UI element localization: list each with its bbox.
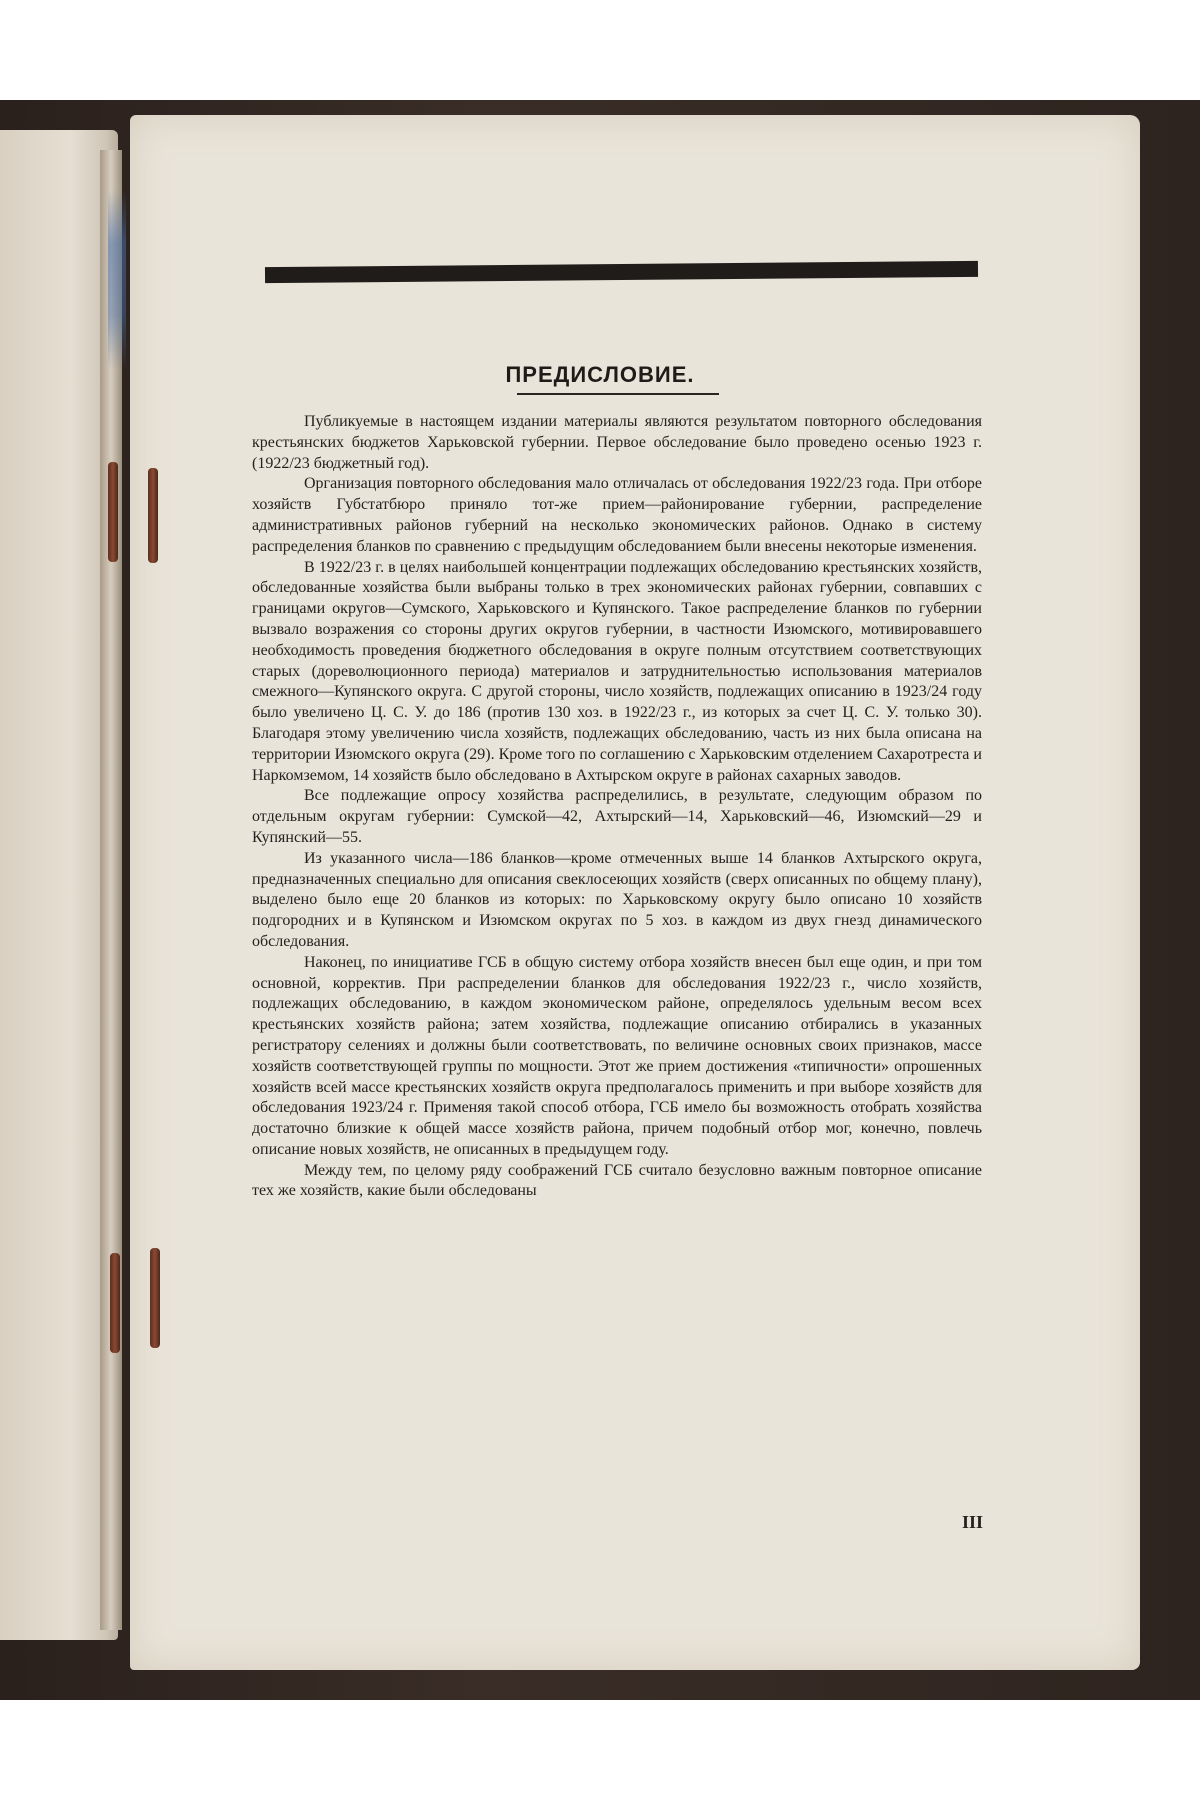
paragraph-5: Из указанного числа—186 бланков—кроме отмеченных выше 14 бланков Ахтырского округа, предназначенных специально для описания свеклосеющих хозяйств (сверх описанных по общему плану), выделено было еще 20 бланков из которых: по Харьковскому округу было описано 10 хозяйств подгородних и в Купянском и Изюмском округах по 5 хоз. в каждом из двух гнезд динамического обследования. [252,849,982,950]
title-underline [517,393,719,395]
spine-stain [108,190,126,370]
page-number: III [962,1512,984,1532]
paragraph-7: Между тем, по целому ряду соображений ГСБ считало безусловно важным повторное описание тех же хозяйств, какие были обследованы [252,1161,982,1200]
paragraph-3: В 1922/23 г. в целях наибольшей концентрации подлежащих обследованию крестьянских хозяйств, обследованные хозяйства были выбраны только в трех экономических районах губернии, совпавших с границами округов—Сумского, Харьковского и Купянского. Такое распределение бланков по губернии вызвало возражения со стороны других округов губернии, в частности Изюмского, мотивировавшего необходимость проведения бюджетного обследования в округе полным отсутствием соответствующих старых (дореволюционного периода) материалов и затруднительностью использования материалов смежного—Купянского округа. С другой стороны, число хозяйств, подлежащих описанию в 1923/24 году было увеличено Ц. С. У. до 186 (против 130 хоз. в 1922/23 г., из которых за счет Ц. С. У. только 30). Благодаря этому увеличению числа хозяйств, подлежащих обследованию, часть из них была описана на территории Изюмского округа (29). Кроме того по соглашению с Харьковским отделением Сахаротреста и Наркомземом, 14 хозяйств было обследовано в Ахтырском округе в районах сахарных заводов. [252,558,982,784]
page-title: ПРЕДИСЛОВИЕ. [505,362,695,387]
body-text [252,412,982,1492]
staple-right-top [148,468,158,563]
paragraph-4: Все подлежащие опросу хозяйства распределились, в результате, следующим образом по отдельным округам губернии: Сумской—42, Ахтырский—14, Харьковский—46, Изюмский—29 и Купянский—55. [252,787,982,846]
staple-left-bottom [110,1253,120,1353]
staple-right-bottom [150,1248,160,1348]
paragraph-2: Организация повторного обследования мало отличалась от обследования 1922/23 года. При отборе хозяйств Губстатбюро приняло тот-же прием—районирование губернии, распределение административных районов губерний на несколько экономических районов. Однако в систему распределения бланков по сравнению с предыдущим обследованием были внесены некоторые изменения. [252,475,982,555]
paragraph-1: Публикуемые в настоящем издании материалы являются результатом повторного обследования крестьянских бюджетов Харьковской губернии. Первое обследование было проведено осенью 1923 г. (1922/23 бюджетный год). [252,413,982,472]
paragraph-6: Наконец, по инициативе ГСБ в общую систему отбора хозяйств внесен был еще один, и при том основной, корректив. При распределении бланков для обследования 1922/23 г., число хозяйств, подлежащих обследованию, в каждом экономическом районе, определялось удельным весом всех крестьянских хозяйств района; затем хозяйства, подлежащие описанию отбирались в указанных регистратору селениях и должны были соответствовать, по величине основных своих признаков, массе хозяйств соответствующей группы по мощности. Этот же прием достижения «типичности» опрошенных хозяйств всей массе крестьянских хозяйств округа предполагалось применить и при выборе хозяйств для обследования 1923/24 г. Применяя такой способ отбора, ГСБ имело бы возможность отобрать хозяйства достаточно близкие к общей массе хозяйств района, причем подобный отбор мог, конечно, повлечь описание новых хозяйств, не описанных в предыдущем году. [252,953,982,1158]
staple-left-top [108,462,118,562]
